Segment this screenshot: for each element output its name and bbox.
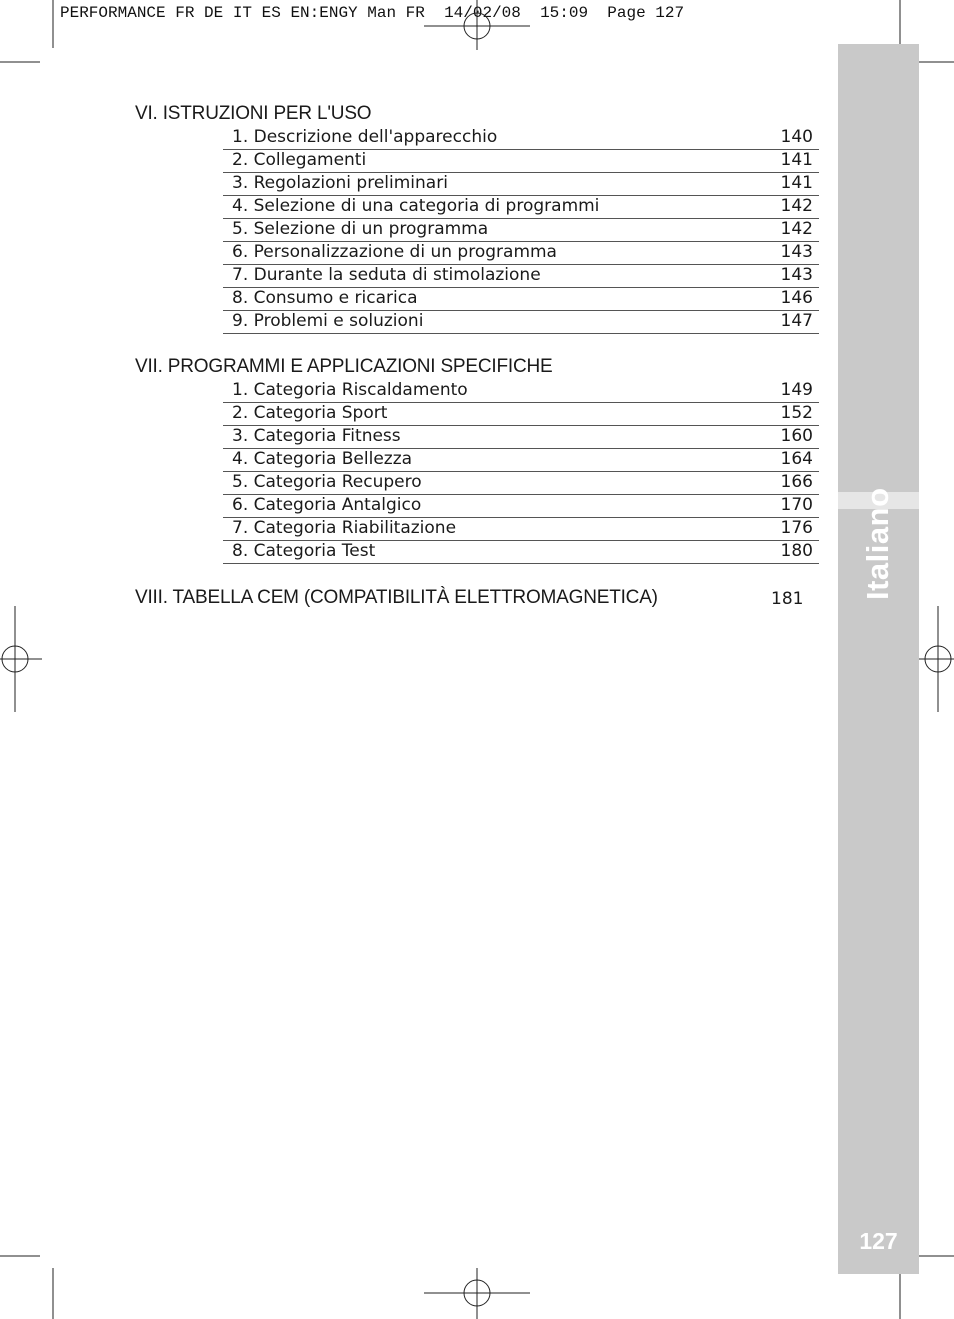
toc-row[interactable] — [223, 127, 819, 150]
toc-page: 141 — [780, 173, 813, 193]
section-title-vii: VII. PROGRAMMI E APPLICAZIONI SPECIFICHE — [135, 356, 553, 377]
toc-page: 180 — [780, 541, 813, 561]
toc-row[interactable] — [223, 541, 819, 564]
toc-label: 4. Selezione di una categoria di programmi — [232, 196, 600, 216]
section-page-viii: 181 — [771, 589, 804, 609]
toc-row[interactable] — [223, 219, 819, 242]
toc-page: 152 — [780, 403, 813, 423]
toc-list-vi — [223, 127, 819, 334]
toc-list-vii — [223, 380, 819, 564]
toc-page: 166 — [780, 472, 813, 492]
section-title-viii[interactable]: VIII. TABELLA CEM (COMPATIBILITÀ ELETTROMAGNETICA) — [135, 587, 658, 608]
toc-label: 5. Categoria Recupero — [232, 472, 422, 492]
toc-row[interactable] — [223, 426, 819, 449]
toc-row[interactable] — [223, 472, 819, 495]
toc-page: 149 — [780, 380, 813, 400]
toc-label: 2. Categoria Sport — [232, 403, 388, 423]
toc-row[interactable] — [223, 173, 819, 196]
toc-row[interactable] — [223, 196, 819, 219]
toc-label: 7. Categoria Riabilitazione — [232, 518, 457, 538]
toc-label: 2. Collegamenti — [232, 150, 367, 170]
toc-page: 142 — [780, 196, 813, 216]
toc-label: 6. Categoria Antalgico — [232, 495, 422, 515]
language-sidebar — [838, 44, 919, 1274]
toc-page: 176 — [780, 518, 813, 538]
toc-label: 1. Descrizione dell'apparecchio — [232, 127, 498, 147]
toc-label: 1. Categoria Riscaldamento — [232, 380, 468, 400]
toc-label: 8. Categoria Test — [232, 541, 376, 561]
toc-page: 147 — [780, 311, 813, 331]
print-header: PERFORMANCE FR DE IT ES EN:ENGY Man FR 14/02/08 15:09 Page 127 — [60, 4, 685, 22]
toc-page: 170 — [780, 495, 813, 515]
toc-label: 4. Categoria Bellezza — [232, 449, 413, 469]
toc-page: 142 — [780, 219, 813, 239]
toc-label: 6. Personalizzazione di un programma — [232, 242, 557, 262]
toc-label: 9. Problemi e soluzioni — [232, 311, 424, 331]
toc-row[interactable] — [223, 150, 819, 173]
toc-label: 5. Selezione di un programma — [232, 219, 489, 239]
toc-row[interactable] — [223, 242, 819, 265]
toc-row[interactable] — [223, 403, 819, 426]
toc-row[interactable] — [223, 449, 819, 472]
page-number: 127 — [859, 1228, 898, 1254]
toc-label: 8. Consumo e ricarica — [232, 288, 418, 308]
toc-page: 146 — [780, 288, 813, 308]
toc-page: 143 — [780, 265, 813, 285]
toc-row[interactable] — [223, 495, 819, 518]
toc-row[interactable] — [223, 265, 819, 288]
toc-page: 143 — [780, 242, 813, 262]
toc-label: 3. Regolazioni preliminari — [232, 173, 448, 193]
toc-row[interactable] — [223, 311, 819, 334]
toc-label: 3. Categoria Fitness — [232, 426, 401, 446]
toc-row[interactable] — [223, 380, 819, 403]
toc-label: 7. Durante la seduta di stimolazione — [232, 265, 541, 285]
toc-row[interactable] — [223, 288, 819, 311]
toc-page: 160 — [780, 426, 813, 446]
toc-page: 164 — [780, 449, 813, 469]
section-title-vi: VI. ISTRUZIONI PER L'USO — [135, 103, 372, 124]
sidebar-language-label: Italiano — [860, 487, 895, 600]
toc-page: 140 — [780, 127, 813, 147]
toc-page: 141 — [780, 150, 813, 170]
toc-row[interactable] — [223, 518, 819, 541]
